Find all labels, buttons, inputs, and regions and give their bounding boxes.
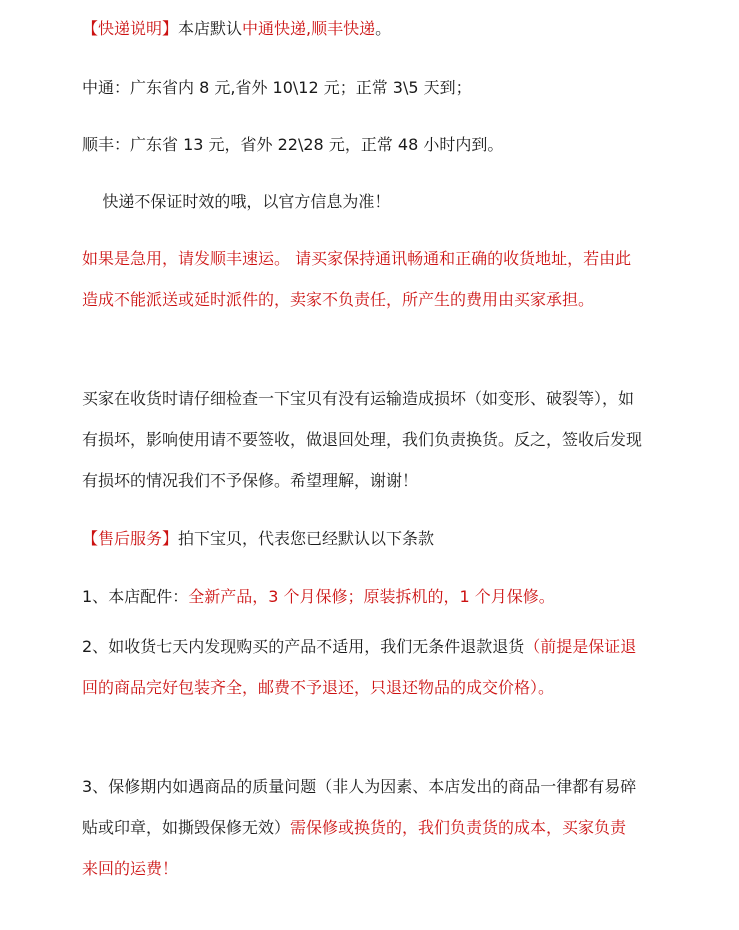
list-item [82,766,642,889]
shipping-text: 本店默认 [178,19,243,38]
inspect-paragraph: 买家在收货时请仔细检查一下宝贝有没有运输造成损坏（如变形、破裂等），如有损坏，影响使用请不要签收，做退回处理，我们负责换货。反之，签收后发现有损坏的情况我们不予保修。希望理解，谢谢！ [82,389,643,490]
item-number: 1、 [82,587,109,606]
shipping-separator: , [306,19,312,38]
shipping-carrier-sf: 顺丰快递 [311,19,376,38]
list-item [82,626,642,708]
item-number: 2、 [82,637,109,656]
after-sales-paragraph [82,518,642,559]
item-text: 保修期内如遇商品的质量问题（非人为因素、本店发出的商品一律都有易碎贴或印章，如撕毁保修无效） [82,777,637,837]
after-sales-tag: 【售后服务】 [82,529,179,548]
shipping-end: 。 [375,19,392,38]
after-sales-text: 拍下宝贝，代表您已经默认以下条款 [178,529,435,548]
item-text: 本店配件： [108,587,189,606]
sf-line: 顺丰：广东省 13 元，省外 22\28 元，正常 48 小时内到。 [82,135,504,154]
item-highlight: （前提是保证退回的商品完好包装齐全，邮费不予退还，只退还物品的成交价格）。 [82,637,637,697]
item-highlight: 需保修或换货的，我们负责货的成本，买家负责来回的运费！ [82,818,627,878]
shipping-paragraph [82,8,642,49]
item-highlight: 全新产品，3 个月保修；原装拆机的，1 个月保修。 [188,587,555,606]
note-line: 快递不保证时效的哦，以官方信息为准！ [82,192,391,211]
shipping-carrier-zto: 中通快递 [242,19,307,38]
shipping-tag: 【快递说明】 [82,19,179,38]
urgent-paragraph: 如果是急用，请发顺丰速运。 请买家保持通讯畅通和正确的收货地址，若由此造成不能派送或延时派件的，卖家不负责任，所产生的费用由买家承担。 [82,249,632,309]
list-item [82,576,642,617]
item-text: 如收货七天内发现购买的产品不适用，我们无条件退款退货 [108,637,525,656]
item-number: 3、 [82,777,109,796]
zto-line: 中通：广东省内 8 元,省外 10\12 元；正常 3\5 天到； [82,78,472,97]
